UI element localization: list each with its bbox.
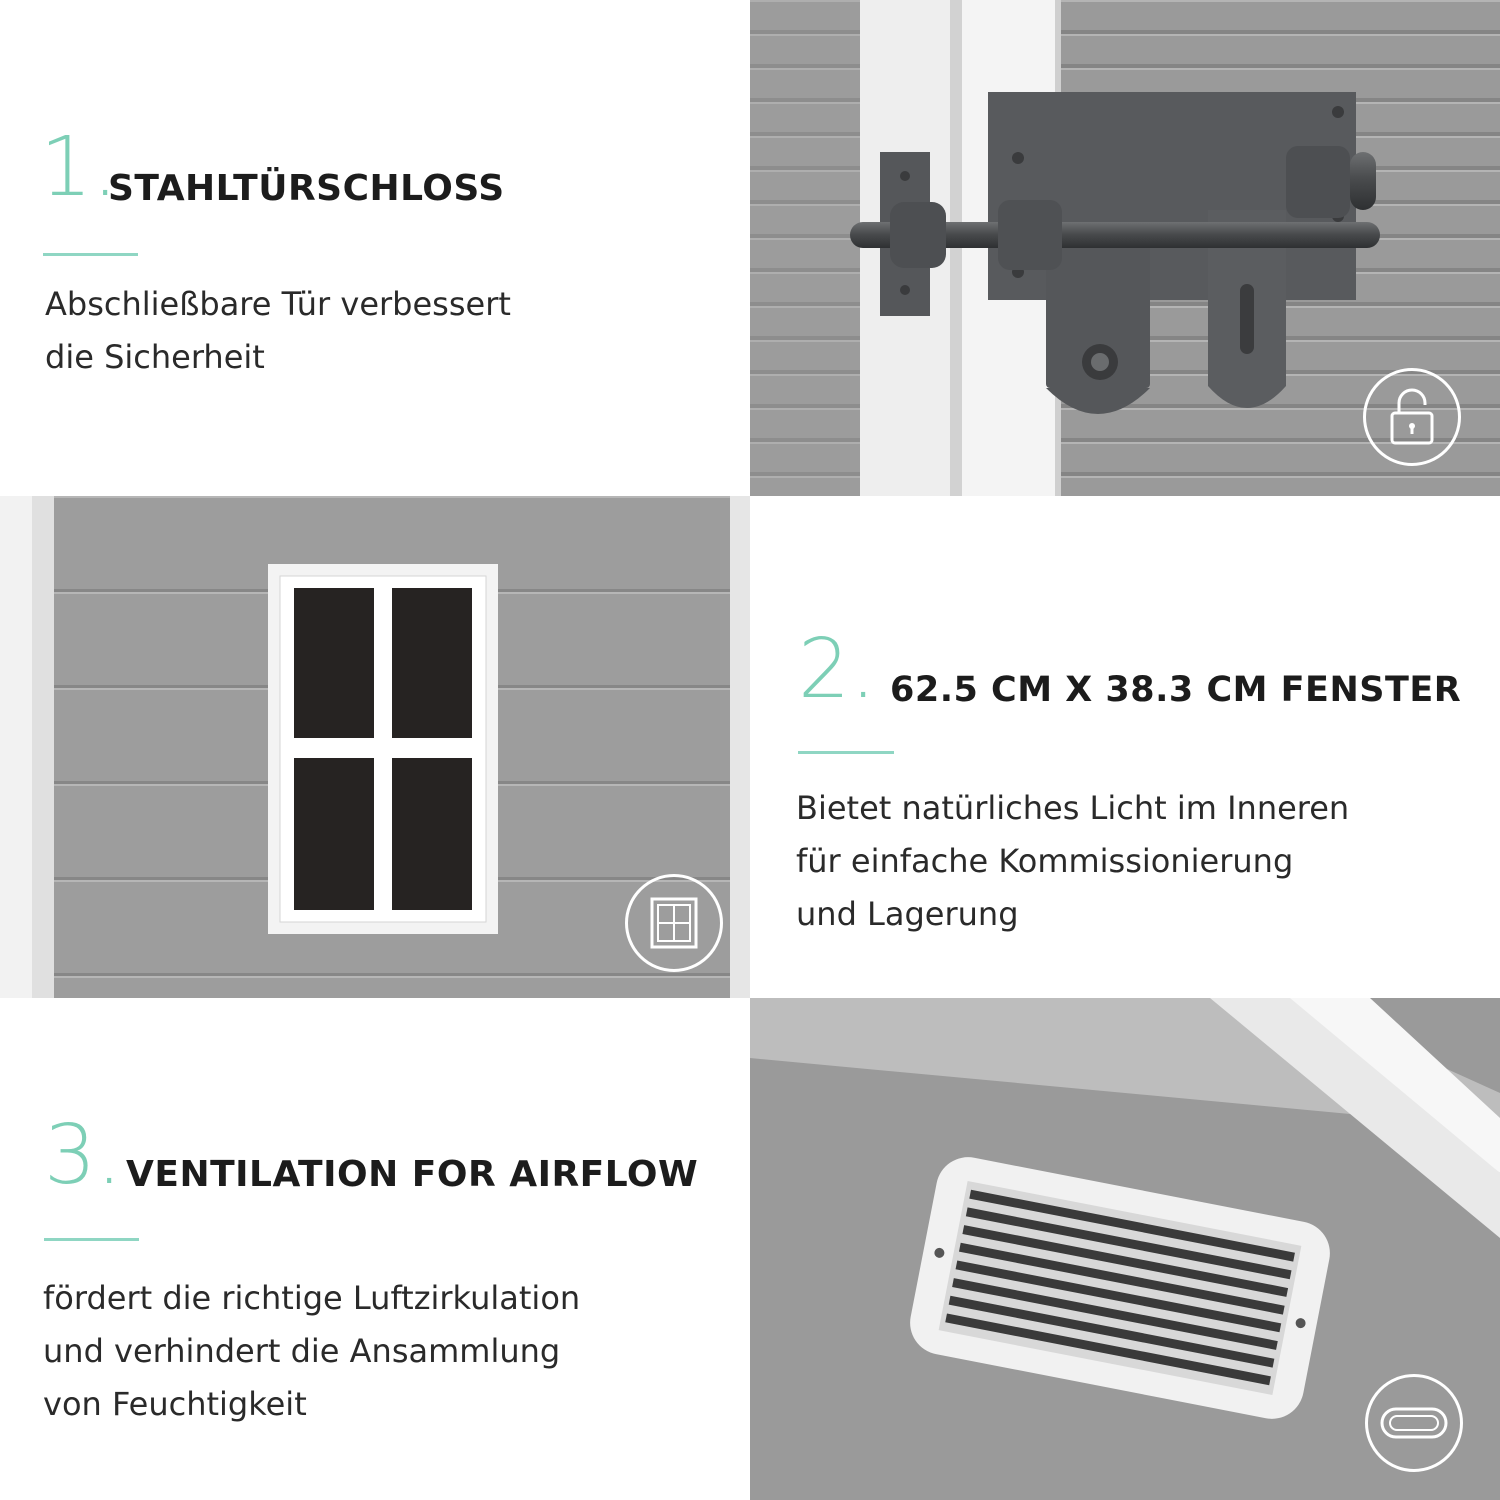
feature-3-divider	[44, 1238, 139, 1241]
window-icon	[625, 874, 723, 972]
feature-2-divider	[798, 751, 894, 754]
feature-3-description	[43, 1272, 580, 1431]
feature-3-description-line-1: fördert die richtige Luftzirkulation	[43, 1279, 581, 1317]
feature-2-number: 2.	[798, 622, 877, 717]
feature-1-number: 1.	[40, 120, 119, 215]
feature-1-description-line-2: die Sicherheit	[45, 338, 265, 376]
feature-1-description	[45, 278, 511, 384]
feature-1-text-panel	[0, 0, 750, 496]
feature-2-description-line-1: Bietet natürliches Licht im Inneren	[796, 789, 1350, 827]
feature-1-divider	[43, 253, 138, 256]
feature-2-description-line-2: für einfache Kommissionierung	[796, 842, 1294, 880]
padlock-icon	[1363, 368, 1461, 466]
vent-photo	[750, 998, 1500, 1500]
feature-3-description-line-2: und verhindert die Ansammlung	[43, 1332, 561, 1370]
feature-1-description-line-1: Abschließbare Tür verbessert	[45, 285, 511, 323]
feature-1-title: STAHLTÜRSCHLOSS	[108, 168, 505, 209]
feature-2-text-panel	[750, 496, 1500, 998]
feature-3-number: 3.	[44, 1108, 123, 1203]
feature-3-description-line-3: von Feuchtigkeit	[43, 1385, 307, 1423]
feature-2-description	[796, 782, 1349, 941]
feature-3-text-panel	[0, 998, 750, 1500]
feature-2-title: 62.5 CM X 38.3 CM FENSTER	[890, 670, 1462, 710]
vent-icon	[1365, 1374, 1463, 1472]
feature-2-description-line-3: und Lagerung	[796, 895, 1019, 933]
feature-3-title: VENTILATION FOR AIRFLOW	[126, 1154, 699, 1195]
window-photo	[0, 496, 750, 998]
door-lock-photo	[750, 0, 1500, 496]
